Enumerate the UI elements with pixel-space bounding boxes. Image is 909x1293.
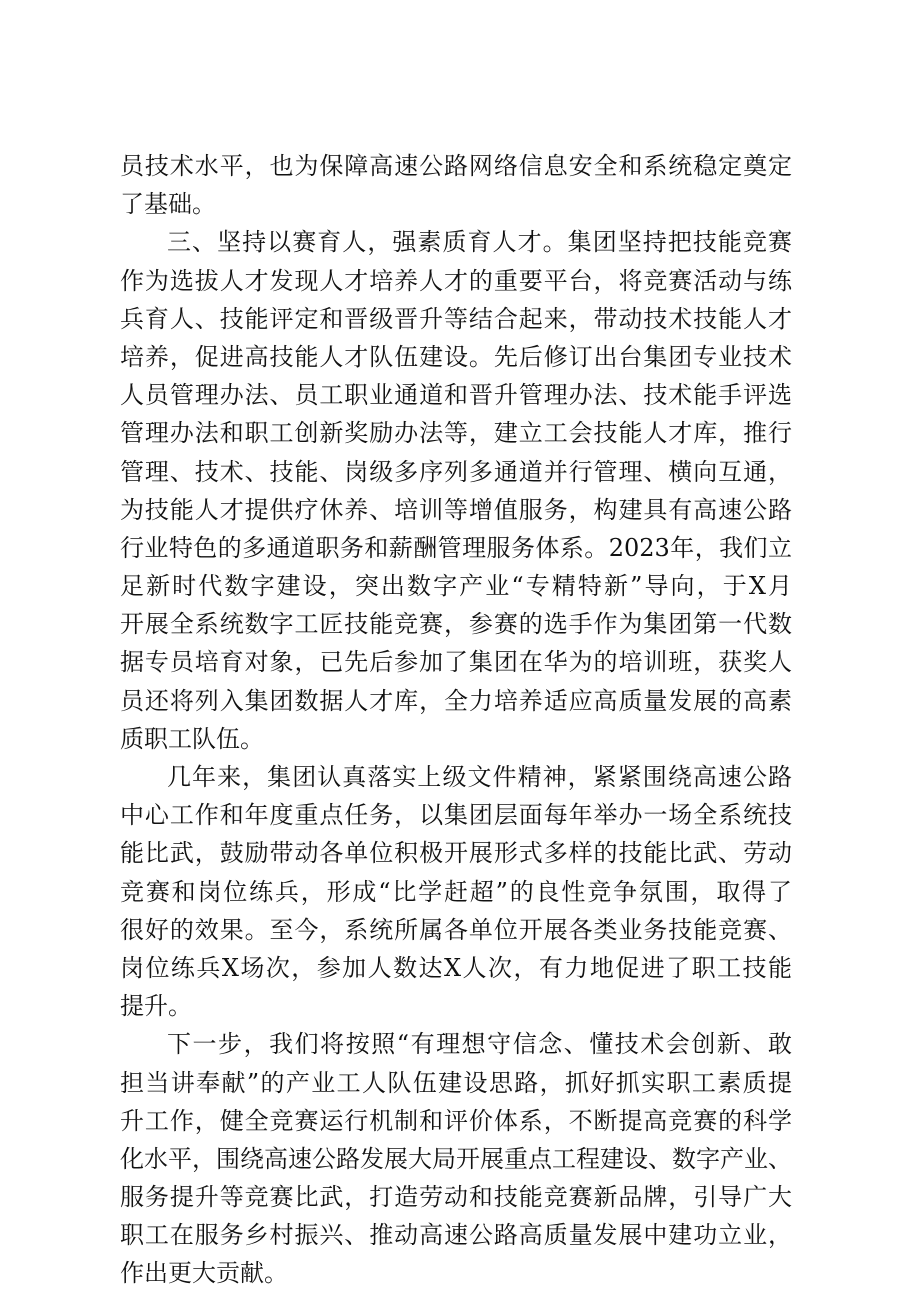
text-line: 竞赛和岗位练兵，形成“比学赶超”的良性竞争氛围，取得了 <box>120 877 792 906</box>
text-line: 能比武，鼓励带动各单位积极开展形式多样的技能比武、劳动 <box>120 839 792 868</box>
text-line: 行业特色的多通道职务和薪酬管理服务体系。2023年，我们立 <box>120 533 792 562</box>
text-line: 中心工作和年度重点任务，以集团层面每年举办一场全系统技 <box>120 801 792 830</box>
text-line: 升工作，健全竞赛运行机制和评价体系，不断提高竞赛的科学 <box>120 1106 792 1135</box>
paragraph-first-line: 三、坚持以赛育人，强素质育人才。集团坚持把技能竞赛 <box>167 228 792 257</box>
text-line: 岗位练兵X场次，参加人数达X人次，有力地促进了职工技能 <box>120 953 792 982</box>
text-line: 管理办法和职工创新奖励办法等，建立工会技能人才库，推行 <box>120 419 792 448</box>
text-line: 化水平，围绕高速公路发展大局开展重点工程建设、数字产业、 <box>120 1144 792 1173</box>
text-line: 据专员培育对象，已先后参加了集团在华为的培训班，获奖人 <box>120 648 792 677</box>
text-line: 很好的效果。至今，系统所属各单位开展各类业务技能竞赛、 <box>120 915 792 944</box>
text-line: 提升。 <box>120 992 192 1021</box>
text-line: 员还将列入集团数据人才库，全力培养适应高质量发展的高素 <box>120 686 792 715</box>
text-line: 职工在服务乡村振兴、推动高速公路高质量发展中建功立业， <box>120 1221 792 1250</box>
text-line: 服务提升等竞赛比武，打造劳动和技能竞赛新品牌，引导广大 <box>120 1183 792 1212</box>
text-line: 员技术水平，也为保障高速公路网络信息安全和系统稳定奠定 <box>120 152 792 180</box>
text-line: 了基础。 <box>120 190 216 219</box>
text-line: 管理、技术、技能、岗级多序列多通道并行管理、横向互通， <box>120 457 792 486</box>
text-line: 作为选拔人才发现人才培养人才的重要平台，将竞赛活动与练 <box>120 266 792 295</box>
text-line: 足新时代数字建设，突出数字产业“专精特新”导向，于X月 <box>120 572 792 601</box>
text-line: 兵育人、技能评定和晋级晋升等结合起来，带动技术技能人才 <box>120 304 792 333</box>
text-line: 培养，促进高技能人才队伍建设。先后修订出台集团专业技术 <box>120 342 792 371</box>
text-line: 作出更大贡献。 <box>120 1259 288 1288</box>
paragraph-first-line: 几年来，集团认真落实上级文件精神，紧紧围绕高速公路 <box>167 763 792 791</box>
paragraph-first-line: 下一步，我们将按照“有理想守信念、懂技术会创新、敢 <box>167 1030 792 1059</box>
text-line: 质职工队伍。 <box>120 724 264 753</box>
body-text <box>120 147 820 1293</box>
text-line: 开展全系统数字工匠技能竞赛，参赛的选手作为集团第一代数 <box>120 610 792 639</box>
text-line: 为技能人才提供疗休养、培训等增值服务，构建具有高速公路 <box>120 495 792 524</box>
text-line: 人员管理办法、员工职业通道和晋升管理办法、技术能手评选 <box>120 381 792 410</box>
text-line: 担当讲奉献”的产业工人队伍建设思路，抓好抓实职工素质提 <box>120 1068 792 1097</box>
